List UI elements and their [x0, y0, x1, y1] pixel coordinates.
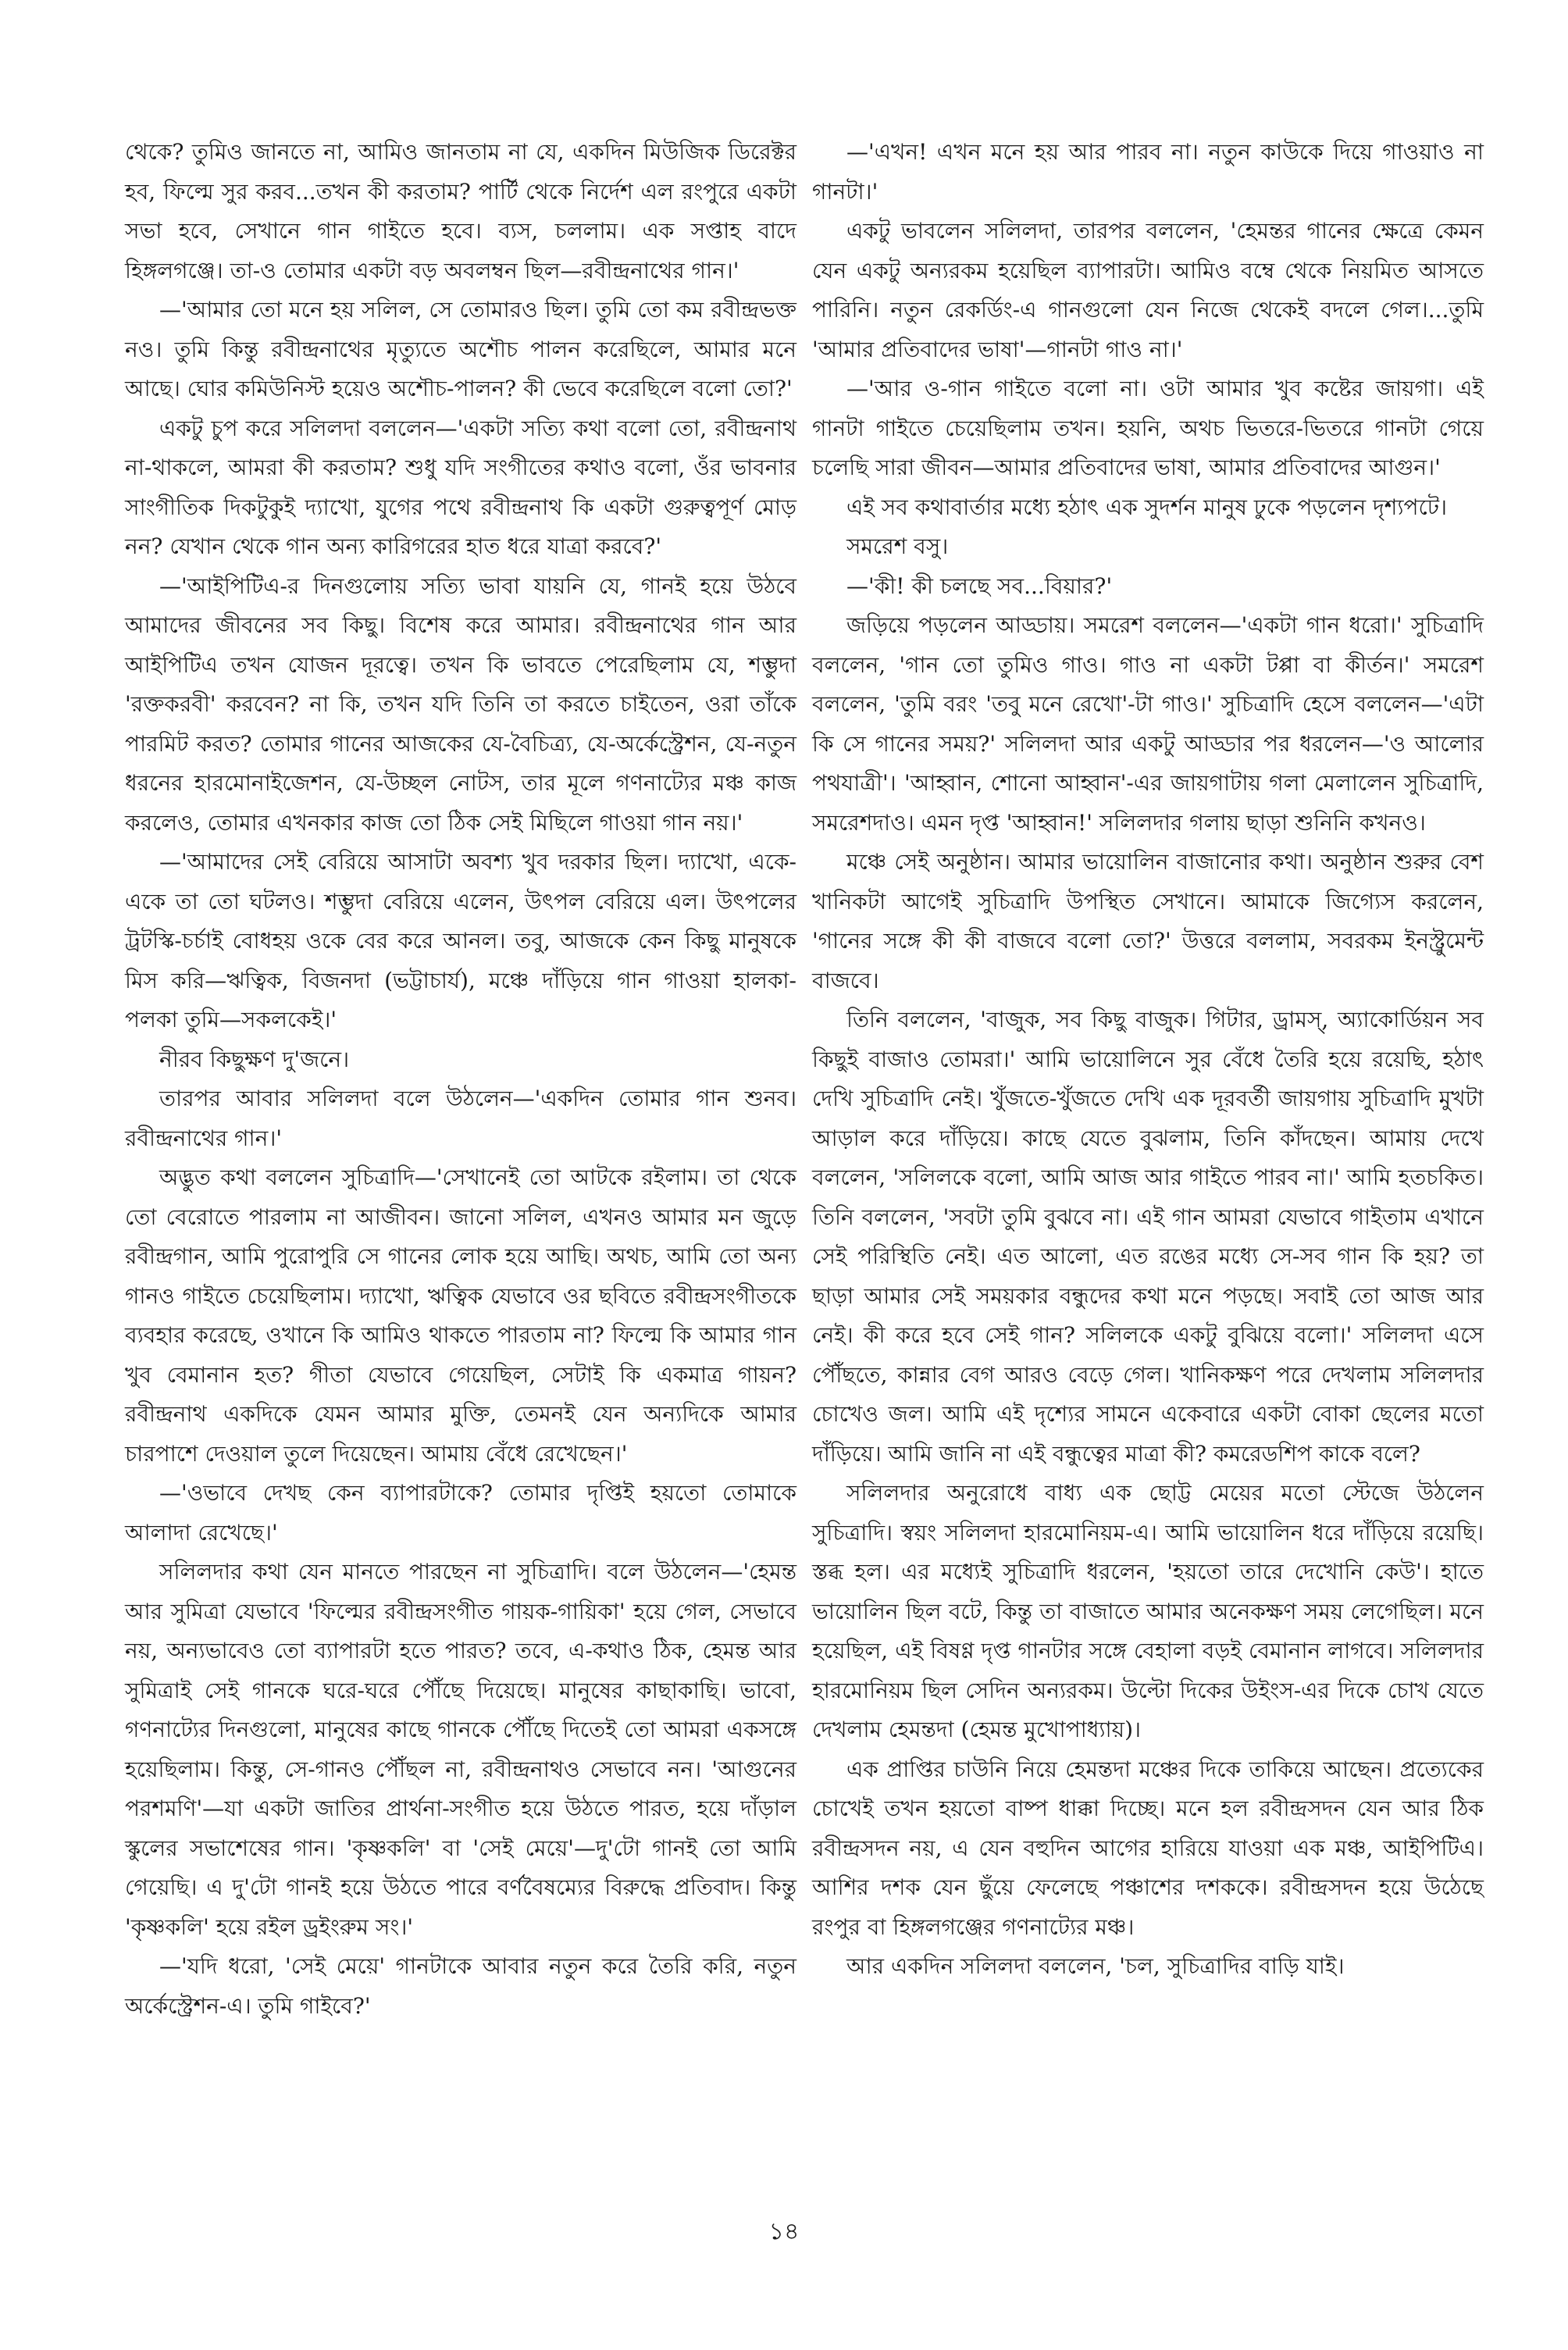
page-number: ১৪ [768, 2218, 800, 2245]
paragraph: সলিলদার অনুরোধে বাধ্য এক ছোট্ট মেয়ের মতো স্টেজে উঠলেন সুচিত্রাদি। স্বয়ং সলিলদা হারমোনিয়ম-এ। আমি ভায়োলিন ধরে দাঁড়িয়ে রয়েছি। স্তব্ধ হল। এর মধ্যেই সুচিত্রাদি ধরলেন, 'হয়তো তারে দেখোনি কেউ'। হাতে ভায়োলিন ছিল বটে, কিন্তু তা বাজাতে আমার অনেকক্ষণ সময় লেগেছিল। মনে হয়েছিল, এই বিষণ্ণ দৃপ্ত গানটার সঙ্গে বেহালা বড়ই বেমানান লাগবে। সলিলদার হারমোনিয়ম ছিল সেদিন অন্যরকম। উল্টো দিকের উইংস-এর দিকে চোখ যেতে দেখলাম হেমন্তদা (হেমন্ত মুখোপাধ্যায়)। [812, 1480, 1484, 1742]
paragraph: —'ওভাবে দেখছ কেন ব্যাপারটাকে? তোমার দৃপ্তিই হয়তো তোমাকে আলাদা রেখেছে।' [125, 1480, 796, 1546]
paragraph: জড়িয়ে পড়লেন আড্ডায়। সমরেশ বললেন—'একটা গান ধরো।' সুচিত্রাদি বললেন, 'গান তো তুমিও গাও। গাও না একটা টপ্পা বা কীর্তন।' সমরেশ বললেন, 'তুমি বরং 'তবু মনে রেখো'-টা গাও।' সুচিত্রাদি হেসে বললেন—'এটা কি সে গানের সময়?' সলিলদা আর একটু আড্ডার পর ধরলেন—'ও আলোর পথযাত্রী'। 'আহ্বান, শোনো আহ্বান'-এর জায়গাটায় গলা মেলালেন সুচিত্রাদি, সমরেশদাও। এমন দৃপ্ত 'আহ্বান!' সলিলদার গলায় ছাড়া শুনিনি কখনও। [812, 612, 1484, 836]
paragraph: একটু ভাবলেন সলিলদা, তারপর বললেন, 'হেমন্তর গানের ক্ষেত্রে কেমন যেন একটু অন্যরকম হয়েছিল ব্যাপারটা। আমিও বম্বে থেকে নিয়মিত আসতে পারিনি। নতুন রেকর্ডিং-এ গানগুলো যেন নিজে থেকেই বদলে গেল।...তুমি 'আমার প্রতিবাদের ভাষা'—গানটা গাও না।' [812, 218, 1484, 362]
paragraph: অদ্ভুত কথা বললেন সুচিত্রাদি—'সেখানেই তো আটকে রইলাম। তা থেকে তো বেরোতে পারলাম না আজীবন। জানো সলিল, এখনও আমার মন জুড়ে রবীন্দ্রগান, আমি পুরোপুরি সে গানের লোক হয়ে আছি। অথচ, আমি তো অন্য গানও গাইতে চেয়েছিলাম। দ্যাখো, ঋত্বিক যেভাবে ওর ছবিতে রবীন্দ্রসংগীতকে ব্যবহার করেছে, ওখানে কি আমিও থাকতে পারতাম না? ফিল্মে কি আমার গান খুব বেমানান হত? গীতা যেভাবে গেয়েছিল, সেটাই কি একমাত্র গায়ন? রবীন্দ্রনাথ একদিকে যেমন আমার মুক্তি, তেমনই যেন অন্যদিকে আমার চারপাশে দেওয়াল তুলে দিয়েছেন। আমায় বেঁধে রেখেছেন।' [125, 1164, 796, 1467]
paragraph: সমরেশ বসু। [846, 533, 949, 559]
paragraph: এক প্রাপ্তির চাউনি নিয়ে হেমন্তদা মঞ্চের দিকে তাকিয়ে আছেন। প্রত্যেকের চোখেই তখন হয়তো বাষ্প ধাক্কা দিচ্ছে। মনে হল রবীন্দ্রসদন যেন আর ঠিক রবীন্দ্রসদন নয়, এ যেন বহুদিন আগের হারিয়ে যাওয়া এক মঞ্চ, আইপিটিএ। আশির দশক যেন ছুঁয়ে ফেলেছে পঞ্চাশের দশককে। রবীন্দ্রসদন হয়ে উঠেছে রংপুর বা হিঙ্গলগঞ্জের গণনাট্যের মঞ্চ। [812, 1756, 1484, 1940]
paragraph: —'আইপিটিএ-র দিনগুলোয় সত্যি ভাবা যায়নি যে, গানই হয়ে উঠবে আমাদের জীবনের সব কিছু। বিশেষ করে আমার। রবীন্দ্রনাথের গান আর আইপিটিএ তখন যোজন দূরত্বে। তখন কি ভাবতে পেরেছিলাম যে, শম্ভুদা 'রক্তকরবী' করবেন? না কি, তখন যদি তিনি তা করতে চাইতেন, ওরা তাঁকে পারমিট করত? তোমার গানের আজকের যে-বৈচিত্র্য, যে-অর্কেস্ট্রেশন, যে-নতুন ধরনের হারমোনাইজেশন, যে-উচ্ছল নোটস, তার মূলে গণনাট্যের মঞ্চ কাজ করলেও, তোমার এখনকার কাজ তো ঠিক সেই মিছিলে গাওয়া গান নয়।' [125, 572, 796, 836]
paragraph: —'আমাদের সেই বেরিয়ে আসাটা অবশ্য খুব দরকার ছিল। দ্যাখো, একে-একে তা তো ঘটলও। শম্ভুদা বেরিয়ে এলেন, উৎপল বেরিয়ে এল। উৎপলের ট্রটস্কি-চর্চাই বোধহয় ওকে বের করে আনল। তবু, আজকে কেন কিছু মানুষকে মিস করি—ঋত্বিক, বিজনদা (ভট্টাচার্য), মঞ্চে দাঁড়িয়ে গান গাওয়া হালকা-পলকা তুমি—সকলকেই।' [125, 849, 796, 1032]
left-column [125, 133, 796, 2026]
paragraph: একটু চুপ করে সলিলদা বললেন—'একটা সত্যি কথা বলো তো, রবীন্দ্রনাথ না-থাকলে, আমরা কী করতাম? শুধু যদি সংগীতের কথাও বলো, ওঁর ভাবনার সাংগীতিক দিকটুকুই দ্যাখো, যুগের পথে রবীন্দ্রনাথ কি একটা গুরুত্বপূর্ণ মোড় নন? যেখান থেকে গান অন্য কারিগরের হাত ধরে যাত্রা করবে?' [125, 415, 796, 559]
paragraph: তিনি বললেন, 'বাজুক, সব কিছু বাজুক। গিটার, ড্রামস্‌, অ্যাকোর্ডিয়ন সব কিছুই বাজাও তোমরা।' আমি ভায়োলিনে সুর বেঁধে তৈরি হয়ে রয়েছি, হঠাৎ দেখি সুচিত্রাদি নেই। খুঁজতে-খুঁজতে দেখি এক দূরবর্তী জায়গায় সুচিত্রাদি মুখটা আড়াল করে দাঁড়িয়ে। কাছে যেতে বুঝলাম, তিনি কাঁদছেন। আমায় দেখে বললেন, 'সলিলকে বলো, আমি আজ আর গাইতে পারব না।' আমি হতচকিত। তিনি বললেন, 'সবটা তুমি বুঝবে না। এই গান আমরা যেভাবে গাইতাম এখানে সেই পরিস্থিতি নেই। এত আলো, এত রঙের মধ্যে সে-সব গান কি হয়? তা ছাড়া আমার সেই সময়কার বন্ধুদের কথা মনে পড়ছে। সবাই তো আজ আর নেই। কী করে হবে সেই গান? সলিলকে একটু বুঝিয়ে বলো।' সলিলদা এসে পৌঁছতে, কান্নার বেগ আরও বেড়ে গেল। খানিকক্ষণ পরে দেখলাম সলিলদার চোখেও জল। আমি এই দৃশ্যের সামনে একেবারে একটা বোকা ছেলের মতো দাঁড়িয়ে। আমি জানি না এই বন্ধুত্বের মাত্রা কী? কমরেডশিপ কাকে বলে? [812, 1007, 1484, 1467]
paragraph: এই সব কথাবার্তার মধ্যে হঠাৎ এক সুদর্শন মানুষ ঢুকে পড়লেন দৃশ্যপটে। [846, 494, 1448, 520]
paragraph: নীরব কিছুক্ষণ দু'জনে। [159, 1046, 350, 1072]
paragraph: থেকে? তুমিও জানতে না, আমিও জানতাম না যে, একদিন মিউজিক ডিরেক্টর হব, ফিল্মে সুর করব...তখন কী করতাম? পার্টি থেকে নির্দেশ এল রংপুরে একটা সভা হবে, সেখানে গান গাইতে হবে। ব্যস, চললাম। এক সপ্তাহ বাদে হিঙ্গলগঞ্জে। তা-ও তোমার একটা বড় অবলম্বন ছিল—রবীন্দ্রনাথের গান।' [125, 139, 796, 283]
paragraph: —'এখন! এখন মনে হয় আর পারব না। নতুন কাউকে দিয়ে গাওয়াও না গানটা।' [812, 139, 1484, 205]
paragraph: —'যদি ধরো, 'সেই মেয়ে' গানটাকে আবার নতুন করে তৈরি করি, নতুন অর্কেস্ট্রেশন-এ। তুমি গাইবে?' [125, 1953, 796, 2019]
paragraph: —'আমার তো মনে হয় সলিল, সে তোমারও ছিল। তুমি তো কম রবীন্দ্রভক্ত নও। তুমি কিন্তু রবীন্দ্রনাথের মৃত্যুতে অশৌচ পালন করেছিলে, আমার মনে আছে। ঘোর কমিউনিস্ট হয়েও অশৌচ-পালন? কী ভেবে করেছিলে বলো তো?' [125, 297, 796, 401]
paragraph: আর একদিন সলিলদা বললেন, 'চল, সুচিত্রাদির বাড়ি যাই। [846, 1953, 1345, 1979]
paragraph: —'কী! কী চলছে সব...বিয়ার?' [846, 572, 1113, 599]
paragraph: সলিলদার কথা যেন মানতে পারছেন না সুচিত্রাদি। বলে উঠলেন—'হেমন্ত আর সুমিত্রা যেভাবে 'ফিল্মের রবীন্দ্রসংগীত গায়ক-গায়িকা' হয়ে গেল, সেভাবে নয়, অন্যভাবেও তো ব্যাপারটা হতে পারত? তবে, এ-কথাও ঠিক, হেমন্ত আর সুমিত্রাই সেই গানকে ঘরে-ঘরে পৌঁছে দিয়েছে। মানুষের কাছাকাছি। ভাবো, গণনাট্যের দিনগুলো, মানুষের কাছে গানকে পৌঁছে দিতেই তো আমরা একসঙ্গে হয়েছিলাম। কিন্তু, সে-গানও পৌঁছল না, রবীন্দ্রনাথও সেভাবে নন। 'আগুনের পরশমণি'—যা একটা জাতির প্রার্থনা-সংগীত হয়ে উঠতে পারত, হয়ে দাঁড়াল স্কুলের সভাশেষের গান। 'কৃষ্ণকলি' বা 'সেই মেয়ে'—দু'টো গানই তো আমি গেয়েছি। এ দু'টো গানই হয়ে উঠতে পারে বর্ণবৈষম্যের বিরুদ্ধে প্রতিবাদ। কিন্তু 'কৃষ্ণকলি' হয়ে রইল ড্রইংরুম সং।' [125, 1559, 796, 1940]
paragraph: —'আর ও-গান গাইতে বলো না। ওটা আমার খুব কষ্টের জায়গা। এই গানটা গাইতে চেয়েছিলাম তখন। হয়নি, অথচ ভিতরে-ভিতরে গানটা গেয়ে চলেছি সারা জীবন—আমার প্রতিবাদের ভাষা, আমার প্রতিবাদের আগুন।' [812, 376, 1484, 480]
right-column [812, 133, 1484, 1987]
paragraph: মঞ্চে সেই অনুষ্ঠান। আমার ভায়োলিন বাজানোর কথা। অনুষ্ঠান শুরুর বেশ খানিকটা আগেই সুচিত্রাদি উপস্থিত সেখানে। আমাকে জিগ্যেস করলেন, 'গানের সঙ্গে কী কী বাজবে বলো তো?' উত্তরে বললাম, সবরকম ইনস্ট্রুমেন্ট বাজবে। [812, 849, 1484, 993]
paragraph: তারপর আবার সলিলদা বলে উঠলেন—'একদিন তোমার গান শুনব। রবীন্দ্রনাথের গান।' [125, 1086, 796, 1151]
